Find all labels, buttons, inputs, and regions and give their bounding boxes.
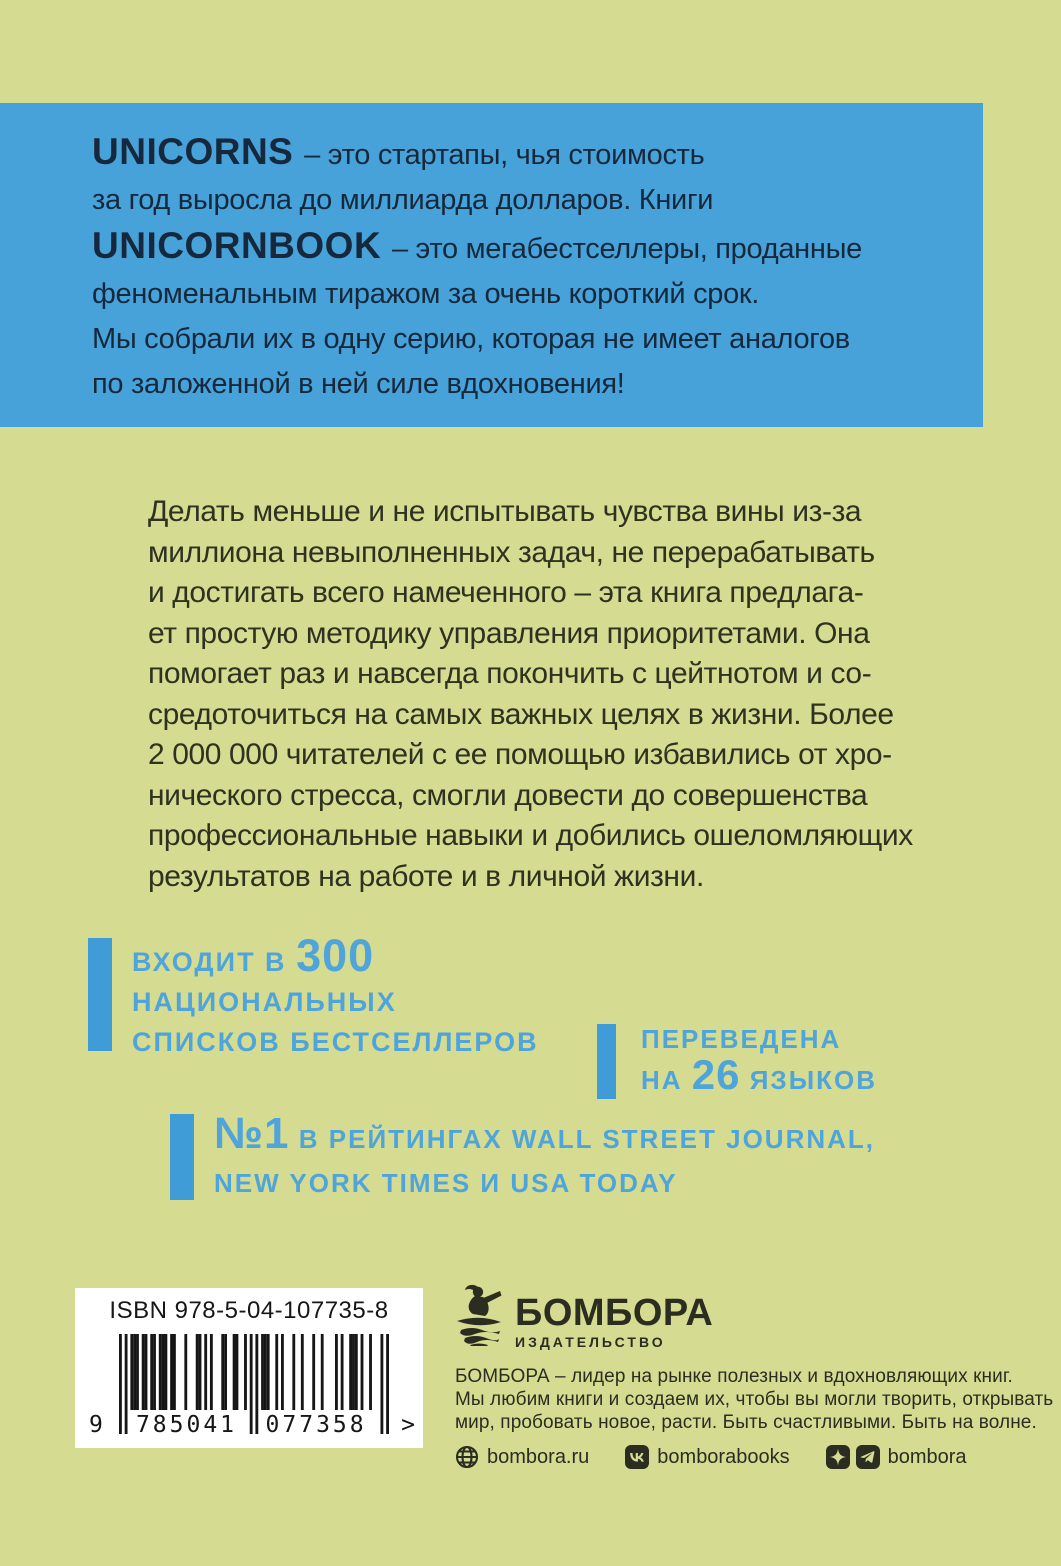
text-segment: ЯЗЫКОВ <box>740 1065 878 1095</box>
social-links <box>455 1445 1045 1469</box>
text-line <box>92 223 862 272</box>
text-segment: NEW YORK TIMES И USA TODAY <box>214 1168 678 1198</box>
publisher-name: БОМБОРА <box>515 1292 714 1334</box>
social-label: bombora <box>887 1445 967 1468</box>
stat-text <box>132 930 539 1062</box>
barcode-end-mark: > <box>401 1412 415 1438</box>
text-line: миллиона невыполненных задач, не перерабатывать <box>148 535 875 569</box>
telegram-icon <box>856 1445 880 1469</box>
text-segment: феноменальным тиражом за очень короткий срок. <box>92 278 760 310</box>
text-segment: В РЕЙТИНГАХ WALL STREET JOURNAL, <box>289 1124 875 1154</box>
text-line <box>641 1022 877 1057</box>
text-line: средоточиться на самых важных целях в жизни. Более <box>148 697 894 731</box>
barcode-first-digit: 9 <box>89 1412 106 1438</box>
text-segment: ПЕРЕВЕДЕНА <box>641 1024 842 1054</box>
isbn-barcode-box <box>75 1288 423 1448</box>
text-line <box>92 129 862 178</box>
text-line: помогает раз и навсегда покончить с цейтнотом и со- <box>148 657 872 690</box>
text-line <box>92 362 862 407</box>
text-line: Мы любим книги и создаем их, чтобы вы могли творить, открывать <box>455 1389 1054 1410</box>
social-label: bomborabooks <box>657 1445 790 1468</box>
zen-icon <box>826 1445 850 1469</box>
stat-text <box>214 1109 875 1205</box>
series-banner <box>0 103 983 427</box>
big-number: 26 <box>691 1051 741 1098</box>
text-segment: по заложенной в ней силе вдохновения! <box>92 368 625 400</box>
big-number: №1 <box>214 1109 290 1158</box>
text-line <box>92 272 862 317</box>
text-segment: – это стартапы, чья стоимость <box>304 139 705 171</box>
text-line: нического стресса, смогли довести до совершенства <box>148 778 868 812</box>
series-banner-text <box>92 129 862 407</box>
stat-translations <box>597 1022 877 1098</box>
barcode-left-digits: 785041 <box>135 1412 238 1438</box>
isbn-number: ISBN 978-5-04-107735-8 <box>109 1297 389 1324</box>
text-line <box>92 178 862 223</box>
text-line: мир, пробовать новое, расти. Быть счастливыми. Быть на волне. <box>455 1412 1037 1433</box>
text-line <box>214 1109 875 1161</box>
text-segment: за год выросла до миллиарда долларов. Книги <box>92 184 714 216</box>
accent-bar <box>597 1024 616 1099</box>
bombora-surfer-logo-icon <box>455 1284 503 1346</box>
text-segment: НА <box>641 1065 692 1095</box>
text-line: профессиональные навыки и добились ошеломляющих <box>148 819 913 852</box>
social-link-bomborabooks <box>625 1445 789 1469</box>
accent-bar <box>170 1114 194 1200</box>
barcode-right-digits: 077358 <box>265 1412 367 1438</box>
text-line <box>132 930 539 982</box>
brand-word: UNICORNS <box>92 131 305 172</box>
big-number: 300 <box>296 930 375 981</box>
text-line: и достигать всего намеченного – эта книга предлага- <box>148 576 864 609</box>
publisher-logo <box>455 1284 1045 1350</box>
vk-icon <box>625 1445 649 1469</box>
stat-bestseller-lists <box>88 930 539 1062</box>
book-description <box>148 492 913 897</box>
text-segment: НАЦИОНАЛЬНЫХ <box>132 987 397 1017</box>
ean13-barcode <box>89 1334 415 1438</box>
social-link-bombora <box>826 1445 967 1469</box>
accent-bar <box>88 938 112 1051</box>
text-line <box>132 1022 539 1062</box>
globe-icon <box>455 1445 479 1469</box>
brand-word: UNICORNBOOK <box>92 225 392 266</box>
text-line <box>132 982 539 1022</box>
text-line: 2 000 000 читателей с ее помощью избавились от хро- <box>148 738 892 771</box>
text-line: Делать меньше и не испытывать чувства вины из-за <box>148 495 862 528</box>
text-line: результатов на работе и в личной жизни. <box>148 859 704 893</box>
stat-text <box>641 1022 877 1098</box>
publisher-block <box>455 1284 1054 1469</box>
text-line <box>92 317 862 362</box>
text-segment: – это мегабестселлеры, проданные <box>391 233 862 265</box>
text-line: ет простую методику управления приоритетами. Она <box>148 616 870 650</box>
text-segment: Мы собрали их в одну серию, которая не имеет аналогов <box>92 323 850 355</box>
text-line <box>214 1161 875 1205</box>
stat-rankings <box>170 1109 875 1205</box>
social-label: bombora.ru <box>487 1445 590 1468</box>
text-line: БОМБОРА – лидер на рынке полезных и вдохновляющих книг. <box>455 1366 1013 1387</box>
publisher-about <box>455 1365 1054 1434</box>
text-line <box>641 1051 878 1098</box>
publisher-subtitle: ИЗДАТЕЛЬСТВО <box>515 1334 666 1350</box>
text-segment: ВХОДИТ В <box>132 947 297 977</box>
social-link-bombora.ru <box>455 1445 589 1469</box>
text-segment: СПИСКОВ БЕСТСЕЛЛЕРОВ <box>132 1027 539 1057</box>
